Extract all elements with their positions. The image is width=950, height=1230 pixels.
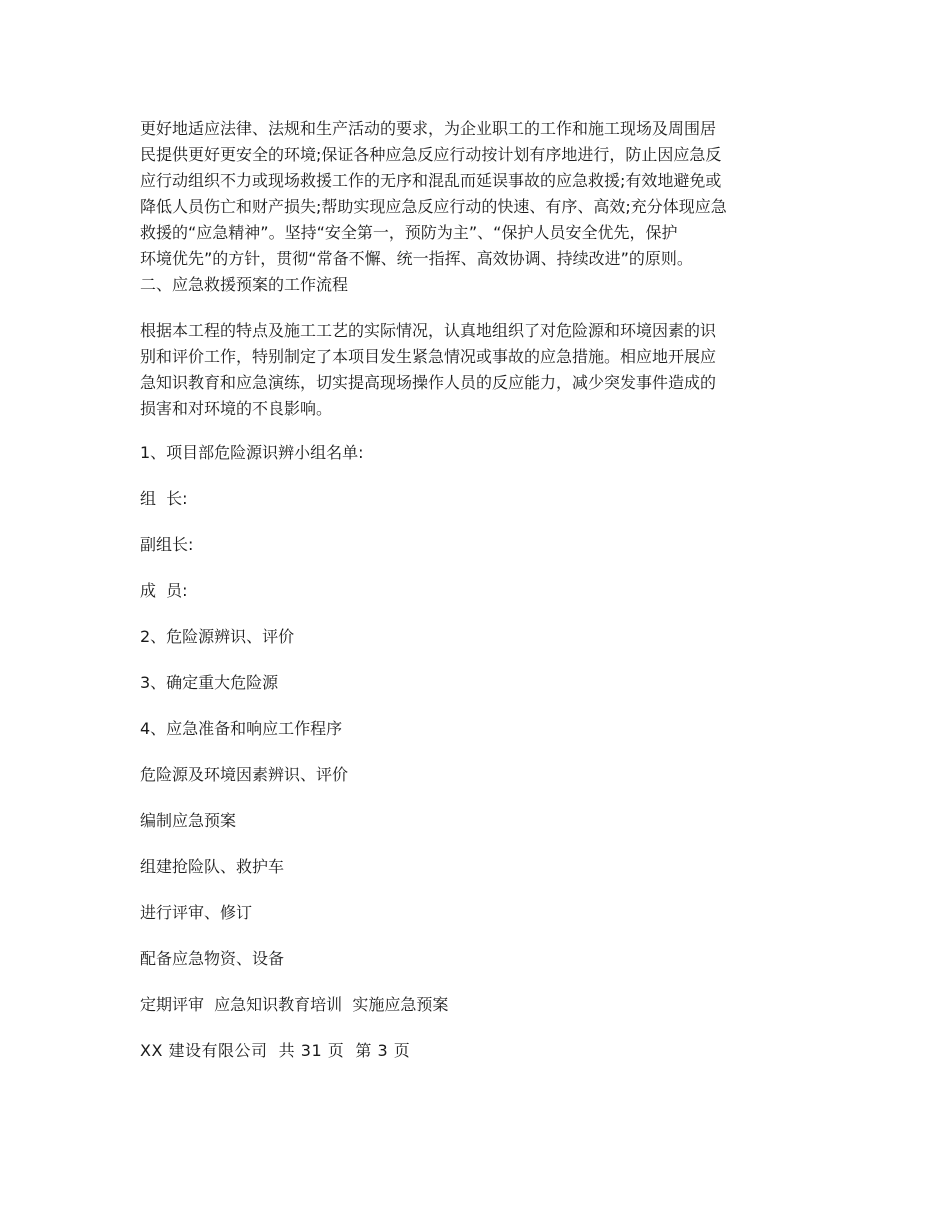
text-line: 别和评价工作，特别制定了本项目发生紧急情况或事故的应急措施。相应地开展应: [140, 347, 717, 366]
document-page: [140, 116, 812, 1080]
section-heading: 二、应急救援预案的工作流程: [140, 275, 349, 294]
text-line: 民提供更好更安全的环境;保证各种应急反应行动按计划有序地进行，防止因应急反: [140, 145, 722, 164]
text-line: 损害和对环境的不良影响。: [140, 399, 333, 418]
list-item: 2、危险源辨识、评价: [140, 627, 295, 646]
list-item: 1、项目部危险源识辨小组名单:: [140, 443, 364, 462]
text-line: 降低人员伤亡和财产损失;帮助实现应急反应行动的快速、有序、高效;充分体现应急: [140, 197, 727, 216]
list-item: 副组长:: [140, 535, 194, 554]
list-item: 组建抢险队、救护车: [140, 857, 285, 876]
list-item: 定期评审 应急知识教育培训 实施应急预案: [140, 995, 449, 1014]
paragraph-workflow-intro: [140, 318, 812, 422]
list-item: 危险源及环境因素辨识、评价: [140, 765, 349, 784]
text-line: 根据本工程的特点及施工工艺的实际情况，认真地组织了对危险源和环境因素的识: [140, 321, 717, 340]
text-line: 应行动组织不力或现场救援工作的无序和混乱而延误事故的应急救援;有效地避免或: [140, 171, 722, 190]
list-item: 编制应急预案: [140, 811, 237, 830]
list-item: 成 员:: [140, 581, 188, 600]
list-item: 组 长:: [140, 489, 188, 508]
text-line: 急知识教育和应急演练，切实提高现场操作人员的反应能力，减少突发事件造成的: [140, 373, 717, 392]
list-item: 3、确定重大危险源: [140, 673, 279, 692]
list-item: 4、应急准备和响应工作程序: [140, 719, 343, 738]
text-line: 环境优先”的方针，贯彻“常备不懈、统一指挥、高效协调、持续改进”的原则。: [140, 249, 693, 268]
text-line: 救援的“应急精神”。坚持“安全第一，预防为主”、“保护人员安全优先，保护: [140, 223, 678, 242]
page-footer: XX 建设有限公司 共 31 页 第 3 页: [140, 1041, 411, 1060]
list-item: 配备应急物资、设备: [140, 949, 285, 968]
text-line: 更好地适应法律、法规和生产活动的要求，为企业职工的工作和施工现场及周围居: [140, 119, 717, 138]
list-item: 进行评审、修订: [140, 903, 253, 922]
paragraph-emergency-purpose: [140, 116, 812, 298]
